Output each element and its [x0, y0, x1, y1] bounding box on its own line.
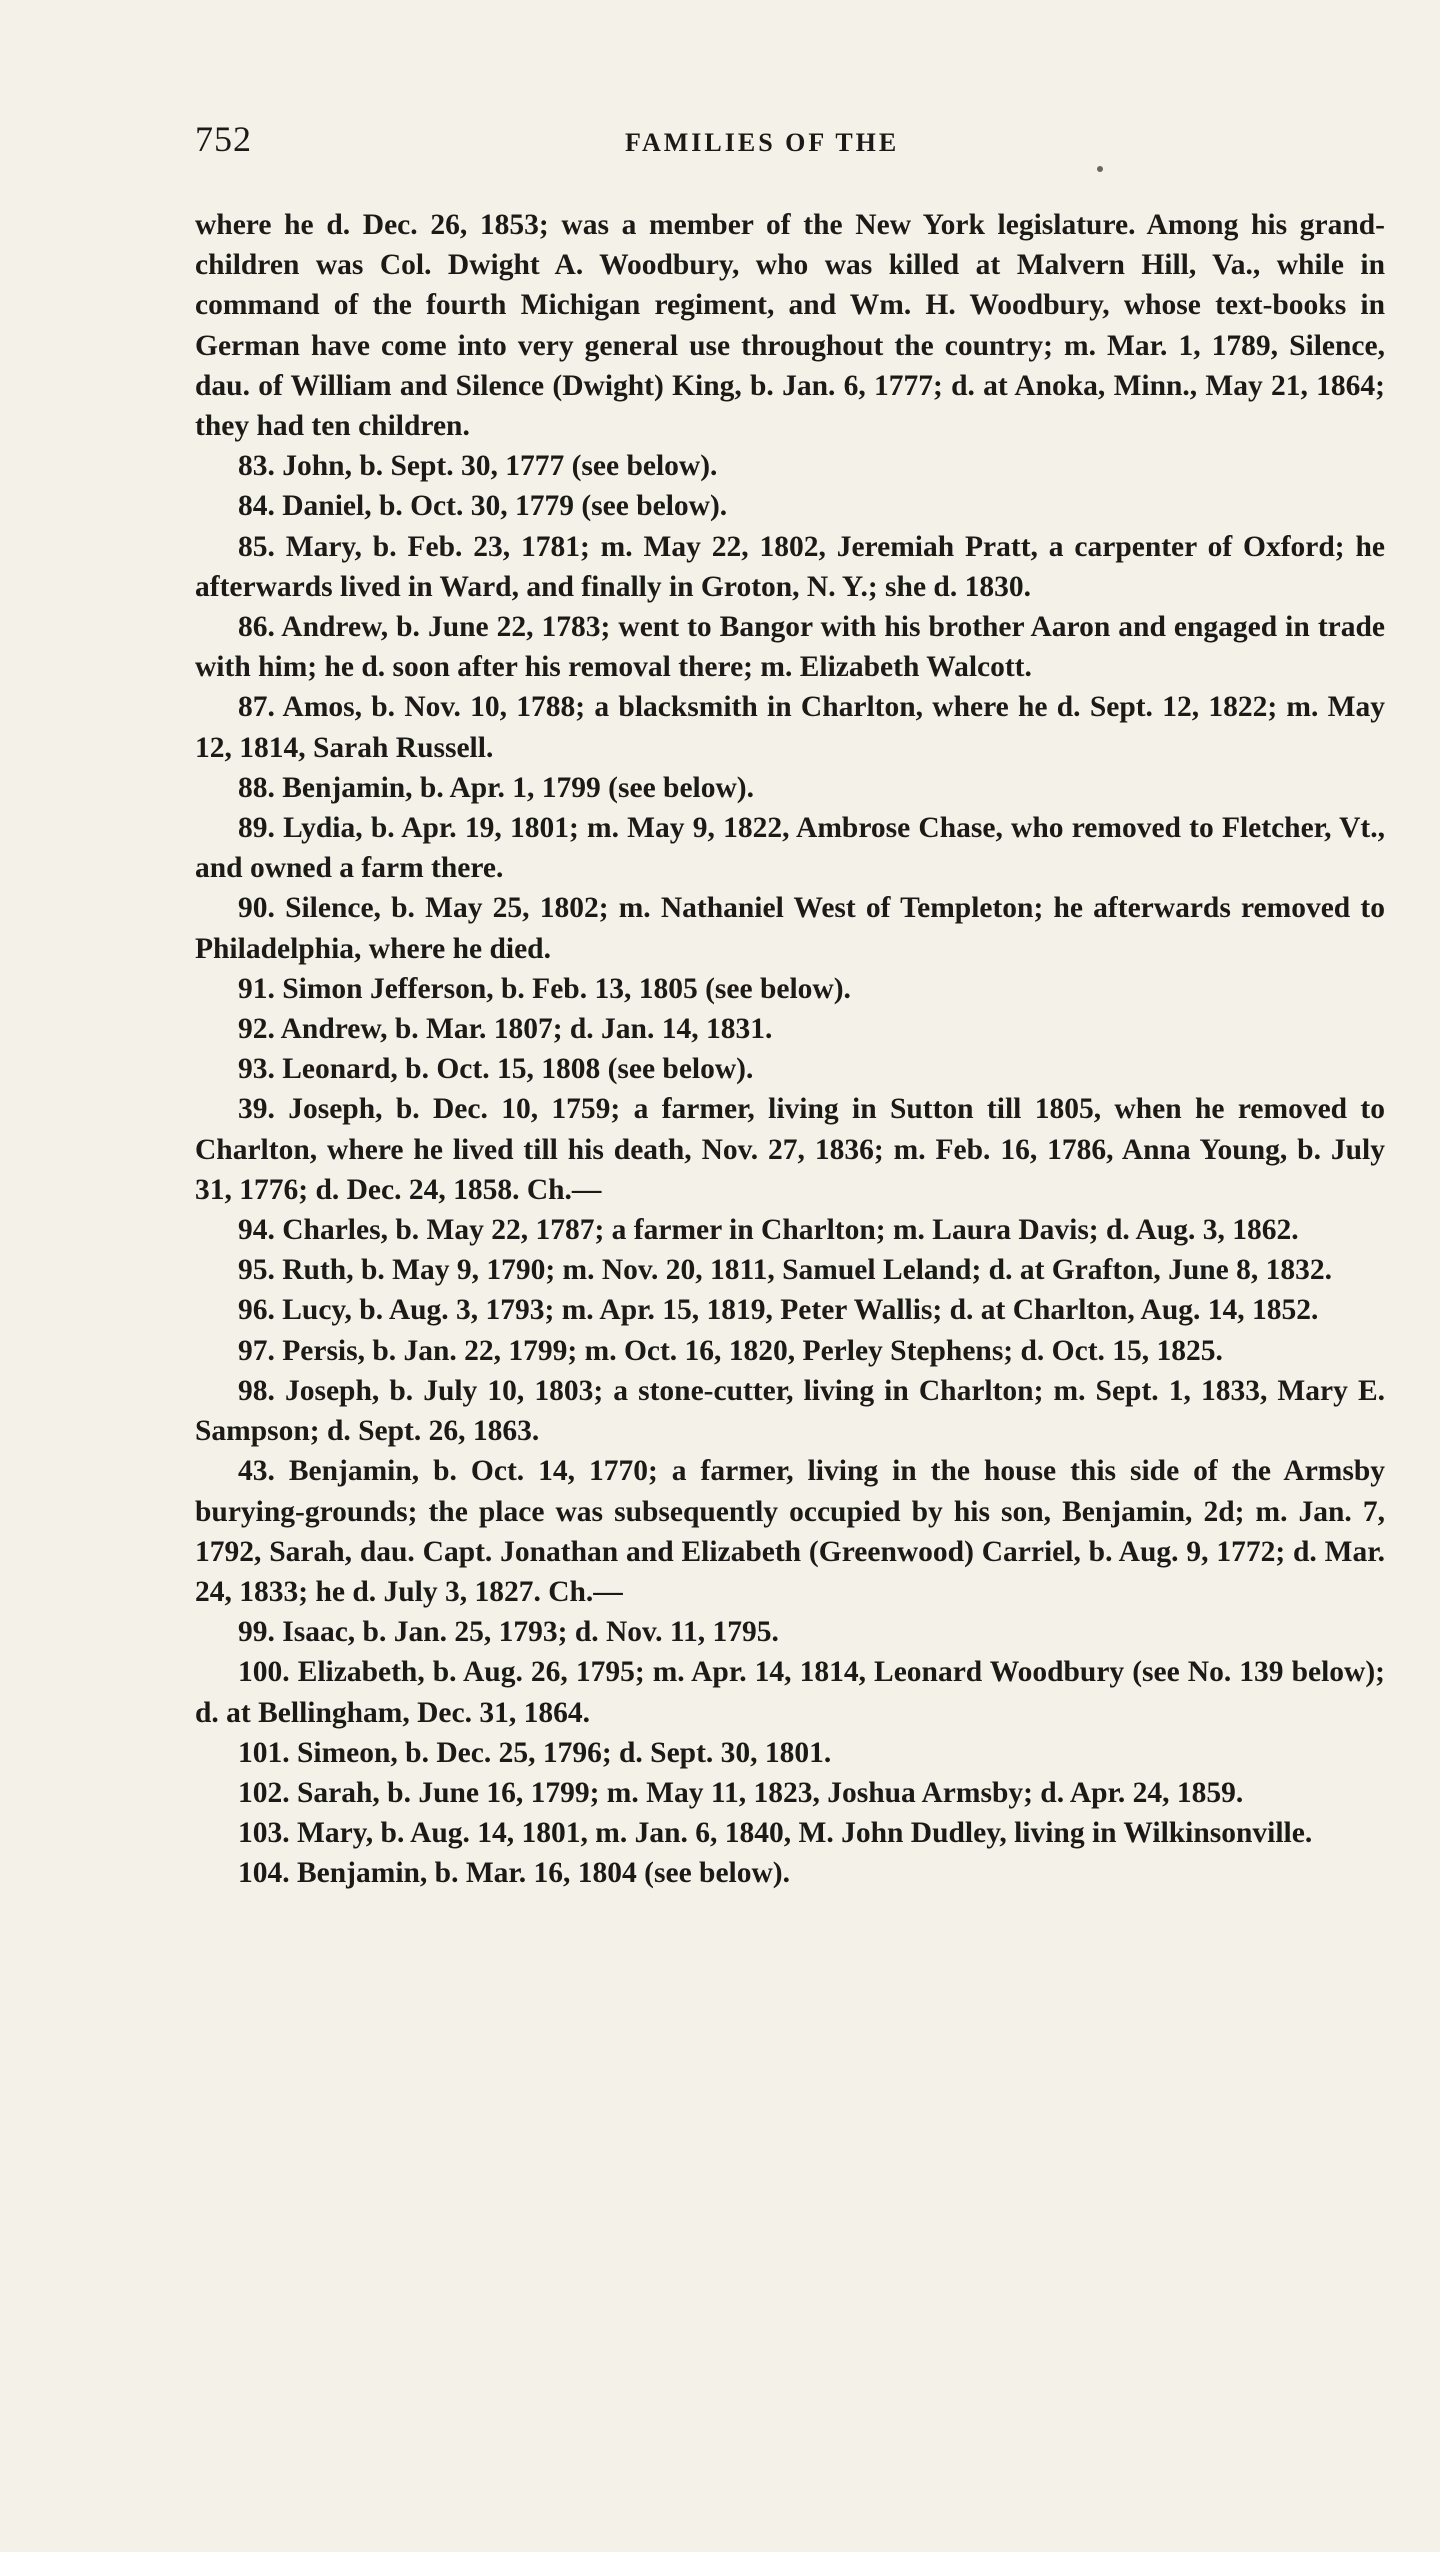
entry-43: 43. Benjamin, b. Oct. 14, 1770; a farmer, living in the house this side of the Armsby burying-grounds; the place was subsequently occupied by his son, Benjamin, 2d; m. Jan. 7, 1792, Sarah, dau. Capt. Jonathan and Elizabeth (Greenwood) Carriel, b. Aug. 9, 1772; d. Mar. 24, 1833; he d. July 3, 1827. Ch.—: [195, 1455, 1385, 1608]
entry-84: 84. Daniel, b. Oct. 30, 1779 (see below).: [238, 490, 728, 523]
page-number: 752: [195, 119, 252, 159]
entry-99: 99. Isaac, b. Jan. 25, 1793; d. Nov. 11, 1795.: [238, 1616, 779, 1649]
entry-93: 93. Leonard, b. Oct. 15, 1808 (see below).: [238, 1053, 754, 1086]
entry-101: 101. Simeon, b. Dec. 25, 1796; d. Sept. 30, 1801.: [238, 1736, 832, 1769]
entry-91: 91. Simon Jefferson, b. Feb. 13, 1805 (see below).: [238, 972, 851, 1005]
entry-103: 103. Mary, b. Aug. 14, 1801, m. Jan. 6, 1840, M. John Dudley, living in Wilkinsonville.: [238, 1817, 1313, 1850]
running-title: FAMILIES OF THE: [625, 128, 900, 157]
entry-95: 95. Ruth, b. May 9, 1790; m. Nov. 20, 1811, Samuel Leland; d. at Grafton, June 8, 1832.: [238, 1254, 1333, 1287]
entry-39: 39. Joseph, b. Dec. 10, 1759; a farmer, living in Sutton till 1805, when he removed to Charlton, where he lived till his death, Nov. 27, 1836; m. Feb. 16, 1786, Anna Young, b. July 31, 1776; d. Dec. 24, 1858. Ch.—: [195, 1093, 1385, 1206]
print-speck: [1097, 166, 1103, 172]
entry-89: 89. Lydia, b. Apr. 19, 1801; m. May 9, 1822, Ambrose Chase, who removed to Fletcher, Vt., and owned a farm there.: [195, 812, 1385, 885]
entry-96: 96. Lucy, b. Aug. 3, 1793; m. Apr. 15, 1819, Peter Wallis; d. at Charlton, Aug. 14, 1852.: [238, 1294, 1319, 1327]
entry-98: 98. Joseph, b. July 10, 1803; a stone-cutter, living in Charlton; m. Sept. 1, 1833, Mary E. Sampson; d. Sept. 26, 1863.: [195, 1374, 1385, 1448]
entry-87: 87. Amos, b. Nov. 10, 1788; a blacksmith in Charlton, where he d. Sept. 12, 1822; m. May 12, 1814, Sarah Russell.: [195, 691, 1385, 764]
entry-97: 97. Persis, b. Jan. 22, 1799; m. Oct. 16, 1820, Perley Stephens; d. Oct. 15, 1825.: [238, 1334, 1223, 1367]
entry-100: 100. Elizabeth, b. Aug. 26, 1795; m. Apr. 14, 1814, Leonard Woodbury (see No. 139 below); d. at Bellingham, Dec. 31, 1864.: [195, 1656, 1385, 1729]
entry-104: 104. Benjamin, b. Mar. 16, 1804 (see below).: [238, 1857, 791, 1890]
entry-88: 88. Benjamin, b. Apr. 1, 1799 (see below).: [238, 771, 754, 804]
entry-86: 86. Andrew, b. June 22, 1783; went to Bangor with his brother Aaron and engaged in trade with him; he d. soon after his removal there; m. Elizabeth Walcott.: [195, 611, 1385, 684]
entry-92: 92. Andrew, b. Mar. 1807; d. Jan. 14, 1831.: [238, 1013, 773, 1046]
body-text: [195, 205, 1385, 1894]
entry-90: 90. Silence, b. May 25, 1802; m. Nathaniel West of Templeton; he afterwards removed to Philadelphia, where he died.: [195, 892, 1385, 965]
entry-83: 83. John, b. Sept. 30, 1777 (see below).: [238, 450, 718, 483]
entry-94: 94. Charles, b. May 22, 1787; a farmer in Charlton; m. Laura Davis; d. Aug. 3, 1862.: [238, 1214, 1299, 1247]
entry-85: 85. Mary, b. Feb. 23, 1781; m. May 22, 1802, Jeremiah Pratt, a carpenter of Oxford; he afterwards lived in Ward, and finally in Groton, N. Y.; she d. 1830.: [195, 530, 1385, 603]
entry-102: 102. Sarah, b. June 16, 1799; m. May 11, 1823, Joshua Armsby; d. Apr. 24, 1859.: [238, 1776, 1244, 1809]
paragraph-continuation: where he d. Dec. 26, 1853; was a member of the New York legislature. Among his grand-children was Col. Dwight A. Woodbury, who was killed at Malvern Hill, Va., while in command of the fourth Michigan regiment, and Wm. H. Woodbury, whose text-books in German have come into very general use throughout the country; m. Mar. 1, 1789, Silence, dau. of William and Silence (Dwight) King, b. Jan. 6, 1777; d. at Anoka, Minn., May 21, 1864; they had ten children.: [195, 209, 1385, 443]
page-header: [195, 118, 1385, 178]
